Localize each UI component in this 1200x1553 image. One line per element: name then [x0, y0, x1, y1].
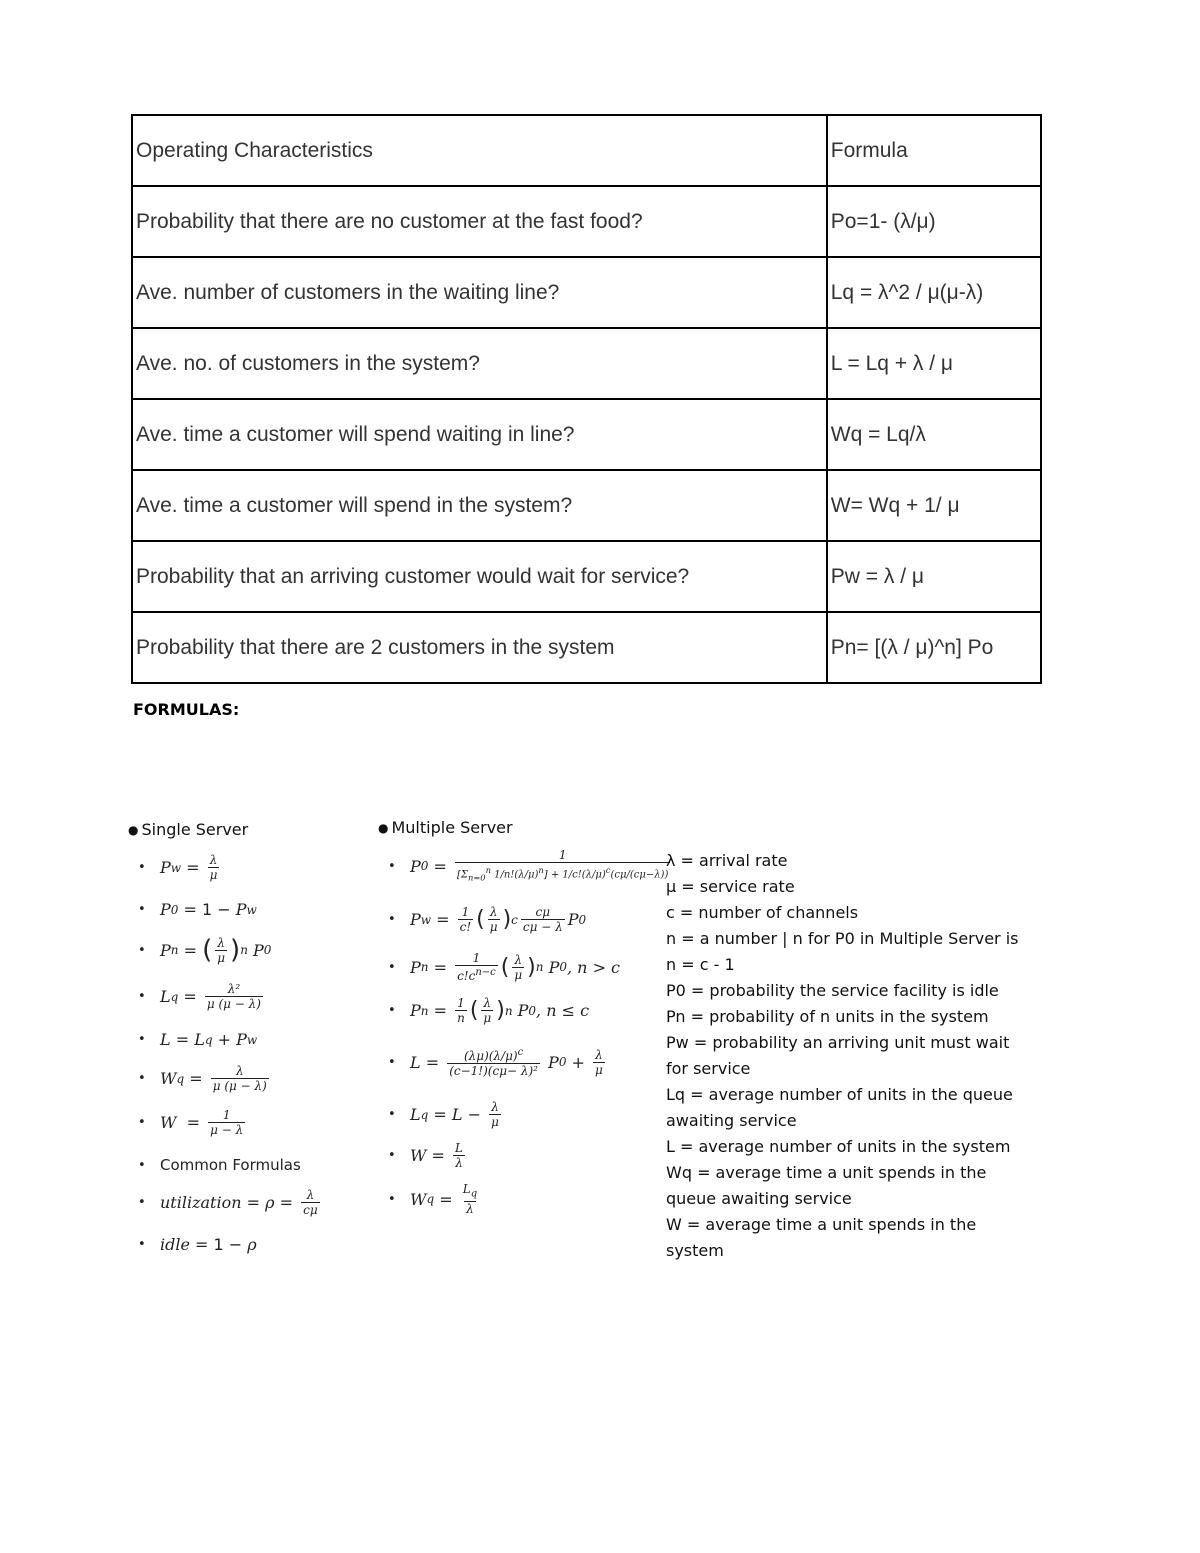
row-characteristic: Probability that an arriving customer would wait for service? — [132, 541, 827, 612]
row-formula: W= Wq + 1/ μ — [827, 470, 1041, 541]
legend-line: Pn = probability of n units in the system — [666, 1007, 989, 1026]
row-characteristic: Probability that there are 2 customers in the system — [132, 612, 827, 683]
row-formula: Po=1- (λ/μ) — [827, 186, 1041, 257]
legend-line: Wq = average time a unit spends in the — [666, 1163, 987, 1182]
legend-line: awaiting service — [666, 1111, 797, 1130]
formula-utilization: • utilization = ρ = $\frac{\lambda}{c\mu}$ — [138, 1188, 318, 1217]
multiple-server-section — [378, 818, 513, 837]
legend-line: Lq = average number of units in the queue — [666, 1085, 1013, 1104]
table-row — [132, 541, 1041, 612]
formula-l-single: • L = L q + P w — [138, 1030, 258, 1049]
formula-l-multiple: • L = $\frac{(\lambda\mu)(\lambda/\mu)^c}{\text{(c−1!)(cμ− λ)²}}$ P 0 + $\frac{\lambda}{\mu}$ — [388, 1047, 603, 1078]
formulas-label: FORMULAS: — [133, 700, 240, 719]
row-characteristic: Ave. time a customer will spend waiting in line? — [132, 399, 827, 470]
row-formula: Wq = Lq/λ — [827, 399, 1041, 470]
row-formula: L = Lq + λ / μ — [827, 328, 1041, 399]
header-characteristic: Operating Characteristics — [132, 115, 827, 186]
table-header-row — [132, 115, 1041, 186]
formula-pw-multiple: • P w = $\frac{1}{c!}$ ( $\frac{\lambda}{\mu}$ ) c $\frac{c\mu}{c\mu - \lambda}$ P 0 — [388, 905, 587, 934]
header-formula: Formula — [827, 115, 1041, 186]
formula-lq-multiple: • L q = L − $\frac{\lambda}{\mu}$ — [388, 1100, 499, 1129]
row-characteristic: Ave. time a customer will spend in the system? — [132, 470, 827, 541]
legend-line: L = average number of units in the system — [666, 1137, 1011, 1156]
bullet-icon: ● — [128, 822, 139, 837]
single-server-section — [128, 820, 248, 839]
legend-line: n = a number | n for P0 in Multiple Server is — [666, 929, 1019, 948]
legend-line: μ = service rate — [666, 877, 795, 896]
formula-lq-single: • L q = $\frac{\text{λ²}}{\mu (\mu - \lambda)}$ — [138, 982, 261, 1011]
row-characteristic: Ave. no. of customers in the system? — [132, 328, 827, 399]
legend-line: Pw = probability an arriving unit must wait — [666, 1033, 1010, 1052]
row-characteristic: Probability that there are no customer at the fast food? — [132, 186, 827, 257]
formula-p0-multiple: • P 0 = $\frac{1}{[\Sigma_{n=0}^n 1/n!(\lambda/\mu)^n] + 1/c!(\lambda/\mu)^c(c\mu/(c\mu-\lambda))}$ — [388, 848, 669, 883]
single-server-title: Single Server — [141, 820, 249, 839]
table-row — [132, 612, 1041, 683]
formula-w-multiple: • W = $\frac{L}{\lambda}$ — [388, 1141, 463, 1170]
table-row — [132, 186, 1041, 257]
row-formula: Pn= [(λ / μ)^n] Po — [827, 612, 1041, 683]
legend-line: W = average time a unit spends in the — [666, 1215, 977, 1234]
operating-characteristics-table — [131, 114, 1042, 684]
multiple-server-heading — [378, 818, 513, 837]
single-server-heading — [128, 820, 248, 839]
formula-w-single: • W = $\frac{1}{\mu - \lambda}$ — [138, 1108, 244, 1137]
bullet-icon: ● — [378, 820, 389, 835]
row-formula: Lq = λ^2 / μ(μ-λ) — [827, 257, 1041, 328]
row-formula: Pw = λ / μ — [827, 541, 1041, 612]
legend-line: P0 = probability the service facility is idle — [666, 981, 999, 1000]
common-formulas-item: • Common Formulas — [138, 1156, 301, 1174]
formula-pn-multiple-le: • P n = $\frac{1}{n}$ ( $\frac{\lambda}{\mu}$ ) n P 0 , n ≤ c — [388, 996, 590, 1025]
table-row — [132, 399, 1041, 470]
formula-pn-single: • P n = ( $\frac{\lambda}{\mu}$ ) n P 0 — [138, 935, 272, 965]
legend-line: c = number of channels — [666, 903, 859, 922]
table-row — [132, 470, 1041, 541]
table-row — [132, 328, 1041, 399]
formula-idle: • idle = 1 − ρ — [138, 1235, 257, 1254]
formula-pn-multiple-gt: • P n = $\frac{1}{c!c^{n-c}}$ ( $\frac{\lambda}{\mu}$ ) n P 0 , n > c — [388, 951, 621, 983]
legend-line: queue awaiting service — [666, 1189, 852, 1208]
formula-wq-multiple: • W q = $\frac{L_q}{\lambda}$ — [388, 1182, 478, 1217]
legend-line: system — [666, 1241, 724, 1260]
table-row — [132, 257, 1041, 328]
legend-line: λ = arrival rate — [666, 851, 788, 870]
row-characteristic: Ave. number of customers in the waiting line? — [132, 257, 827, 328]
formula-p0-single: • P 0 = 1 − P w — [138, 900, 257, 919]
symbol-legend — [666, 848, 1056, 1264]
legend-line: n = c - 1 — [666, 955, 735, 974]
legend-line: for service — [666, 1059, 751, 1078]
multiple-server-title: Multiple Server — [391, 818, 513, 837]
formula-wq-single: • W q = $\frac{\lambda}{\mu (\mu - \lambda)}$ — [138, 1064, 267, 1093]
formula-pw-single: • P w = $\frac{\lambda}{\mu}$ — [138, 853, 218, 882]
common-formulas-label: Common Formulas — [160, 1156, 301, 1174]
